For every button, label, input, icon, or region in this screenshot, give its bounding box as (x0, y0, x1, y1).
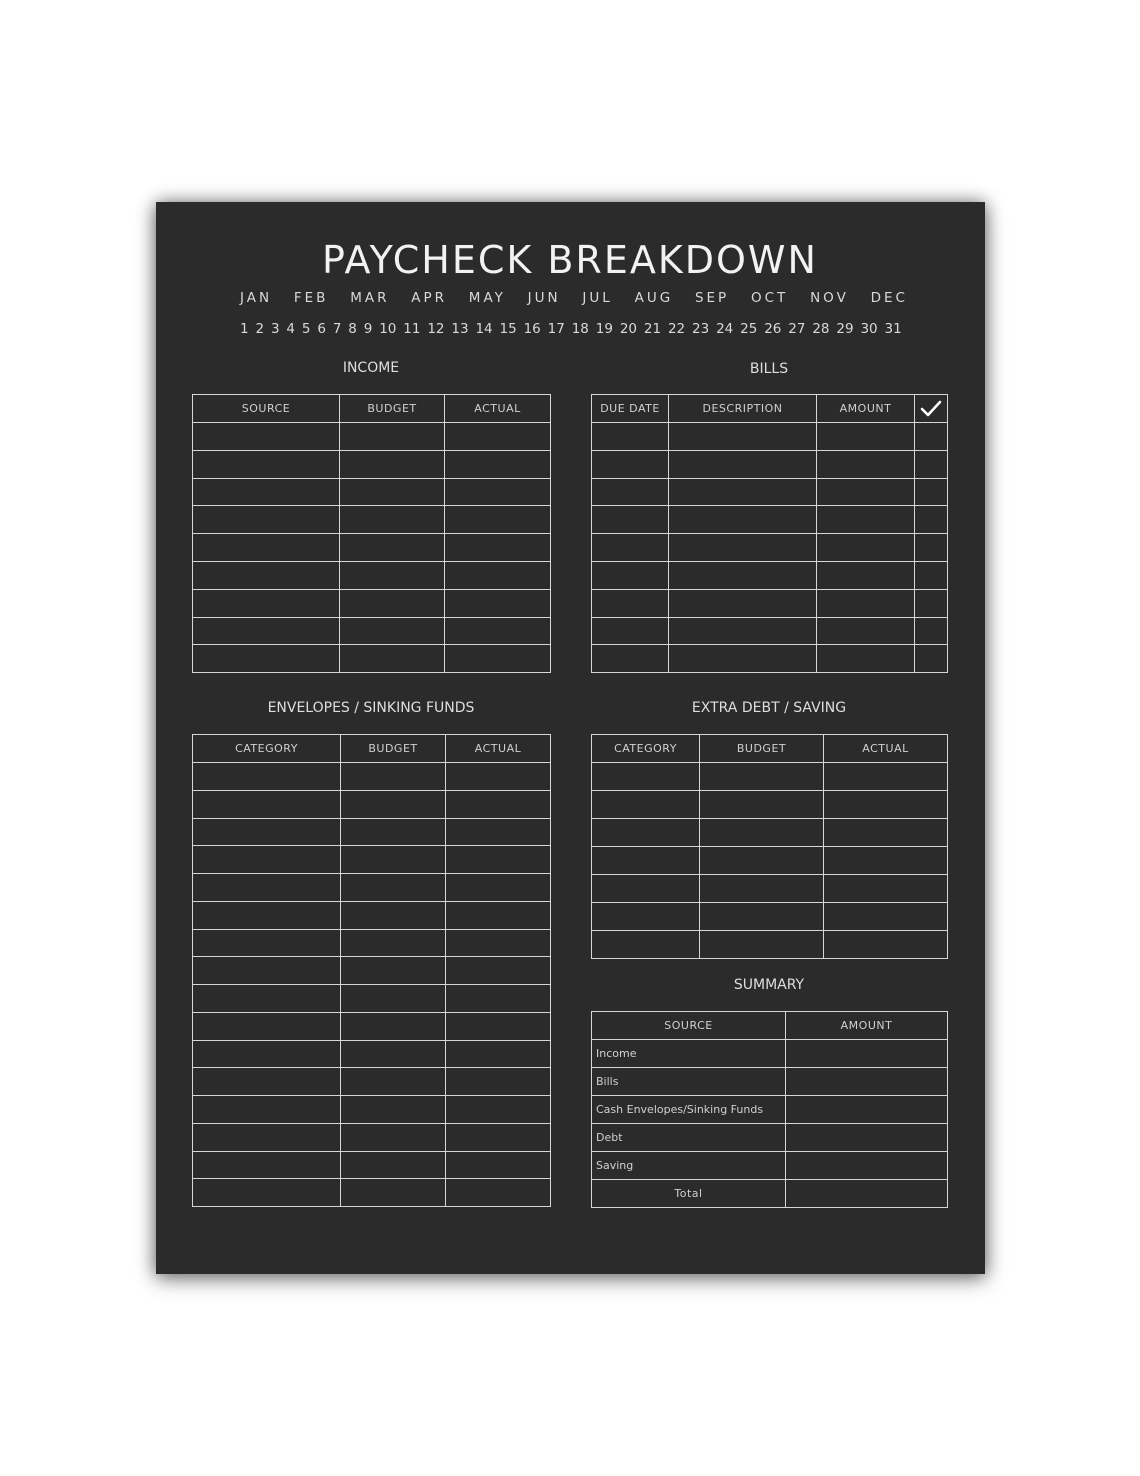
envelopes-header-actual: ACTUAL (446, 735, 551, 763)
summary-row (592, 1152, 948, 1180)
envelopes-cell[interactable] (193, 985, 341, 1013)
income-row (193, 506, 551, 534)
bills-cell[interactable] (915, 478, 948, 506)
extra-cell[interactable] (592, 847, 700, 875)
envelopes-row (193, 929, 551, 957)
day-15[interactable]: 15 (499, 321, 517, 337)
envelopes-cell[interactable] (446, 1068, 551, 1096)
bills-cell[interactable] (915, 423, 948, 451)
extra-header-actual: ACTUAL (824, 735, 948, 763)
day-26[interactable]: 26 (764, 321, 782, 337)
bills-row (592, 589, 948, 617)
bills-cell[interactable] (669, 506, 817, 534)
envelopes-cell[interactable] (341, 901, 446, 929)
extra-cell[interactable] (700, 763, 824, 791)
envelopes-row (193, 1012, 551, 1040)
envelopes-cell[interactable] (446, 1012, 551, 1040)
month-jan[interactable]: JAN (240, 290, 273, 306)
summary-amount-cell[interactable] (786, 1124, 948, 1152)
envelopes-cell[interactable] (341, 1068, 446, 1096)
envelopes-cell[interactable] (193, 818, 341, 846)
bills-row (592, 561, 948, 589)
page-title: PAYCHECK BREAKDOWN (322, 238, 818, 282)
summary-table (591, 1011, 948, 1208)
income-header-budget: BUDGET (340, 395, 445, 423)
bills-cell[interactable] (592, 589, 669, 617)
summary-label-bills: Bills (592, 1068, 786, 1096)
envelopes-row (193, 763, 551, 791)
envelopes-row (193, 1179, 551, 1207)
bills-cell[interactable] (669, 534, 817, 562)
envelopes-cell[interactable] (341, 1096, 446, 1124)
income-cell[interactable] (445, 617, 551, 645)
envelopes-cell[interactable] (446, 901, 551, 929)
day-3[interactable]: 3 (270, 321, 280, 337)
bills-cell[interactable] (915, 534, 948, 562)
month-nov[interactable]: NOV (810, 290, 849, 306)
day-16[interactable]: 16 (523, 321, 541, 337)
bills-row (592, 450, 948, 478)
day-6[interactable]: 6 (317, 321, 326, 337)
envelopes-title: ENVELOPES / SINKING FUNDS (267, 700, 475, 716)
income-cell[interactable] (193, 423, 340, 451)
month-dec[interactable]: DEC (870, 290, 908, 306)
bills-table (591, 394, 948, 673)
day-9[interactable]: 9 (363, 321, 373, 337)
income-cell[interactable] (445, 450, 551, 478)
month-oct[interactable]: OCT (750, 290, 789, 306)
income-cell[interactable] (193, 589, 340, 617)
bills-cell[interactable] (915, 561, 948, 589)
summary-row (592, 1124, 948, 1152)
extra-cell[interactable] (700, 931, 824, 959)
envelopes-table (192, 734, 551, 1207)
envelopes-cell[interactable] (446, 1123, 551, 1151)
extra-cell[interactable] (700, 875, 824, 903)
day-25[interactable]: 25 (740, 321, 758, 337)
month-jul[interactable]: JUL (582, 290, 613, 306)
extra-cell[interactable] (824, 847, 948, 875)
envelopes-cell[interactable] (446, 818, 551, 846)
bills-cell[interactable] (817, 478, 915, 506)
envelopes-header-category: CATEGORY (193, 735, 341, 763)
day-19[interactable]: 19 (595, 321, 613, 337)
bills-cell[interactable] (817, 534, 915, 562)
bills-cell[interactable] (592, 534, 669, 562)
bills-cell[interactable] (817, 506, 915, 534)
envelopes-cell[interactable] (341, 929, 446, 957)
bills-title: BILLS (749, 361, 789, 377)
bills-cell[interactable] (915, 506, 948, 534)
bills-cell[interactable] (669, 450, 817, 478)
summary-label-cash-envelopes-sinking-funds: Cash Envelopes/Sinking Funds (592, 1096, 786, 1124)
day-29[interactable]: 29 (836, 321, 854, 337)
envelopes-cell[interactable] (341, 763, 446, 791)
extra-header-category: CATEGORY (592, 735, 700, 763)
envelopes-cell[interactable] (193, 763, 341, 791)
income-row (193, 589, 551, 617)
summary-row (592, 1040, 948, 1068)
envelopes-cell[interactable] (446, 763, 551, 791)
day-30[interactable]: 30 (860, 321, 878, 337)
extra-cell[interactable] (824, 819, 948, 847)
extra-title: EXTRA DEBT / SAVING (691, 700, 847, 716)
income-cell[interactable] (445, 645, 551, 673)
day-1[interactable]: 1 (240, 321, 249, 337)
summary-label-income: Income (592, 1040, 786, 1068)
extra-cell[interactable] (824, 763, 948, 791)
bills-row (592, 617, 948, 645)
bills-cell[interactable] (817, 423, 915, 451)
day-23[interactable]: 23 (692, 321, 710, 337)
summary-total-label: Total (592, 1180, 786, 1208)
bills-cell[interactable] (915, 645, 948, 673)
envelopes-cell[interactable] (193, 874, 341, 902)
income-cell[interactable] (340, 506, 445, 534)
extra-cell[interactable] (824, 875, 948, 903)
income-title: INCOME (342, 360, 400, 376)
income-cell[interactable] (193, 450, 340, 478)
envelopes-cell[interactable] (341, 874, 446, 902)
checkmark-icon (919, 399, 943, 419)
envelopes-cell[interactable] (193, 957, 341, 985)
bills-cell[interactable] (915, 617, 948, 645)
day-11[interactable]: 11 (403, 321, 421, 337)
envelopes-cell[interactable] (446, 985, 551, 1013)
summary-amount-cell[interactable] (786, 1040, 948, 1068)
bills-cell[interactable] (592, 645, 669, 673)
envelopes-cell[interactable] (193, 901, 341, 929)
extra-row (592, 763, 948, 791)
bills-cell[interactable] (669, 478, 817, 506)
income-cell[interactable] (193, 617, 340, 645)
day-22[interactable]: 22 (667, 321, 686, 337)
bills-cell[interactable] (592, 506, 669, 534)
bills-row (592, 506, 948, 534)
envelopes-cell[interactable] (341, 957, 446, 985)
income-cell[interactable] (445, 506, 551, 534)
summary-amount-cell[interactable] (786, 1096, 948, 1124)
bills-cell[interactable] (669, 617, 817, 645)
day-5[interactable]: 5 (301, 321, 311, 337)
envelopes-row (193, 957, 551, 985)
bills-row (592, 478, 948, 506)
income-cell[interactable] (445, 423, 551, 451)
income-row (193, 534, 551, 562)
day-27[interactable]: 27 (788, 321, 806, 337)
envelopes-row (193, 1151, 551, 1179)
envelopes-row (193, 1068, 551, 1096)
bills-row (592, 645, 948, 673)
extra-row (592, 931, 948, 959)
income-cell[interactable] (193, 561, 340, 589)
envelopes-cell[interactable] (193, 790, 341, 818)
summary-total-row (592, 1180, 948, 1208)
extra-cell[interactable] (592, 791, 700, 819)
envelopes-row (193, 1040, 551, 1068)
extra-cell[interactable] (592, 903, 700, 931)
envelopes-cell[interactable] (341, 985, 446, 1013)
day-20[interactable]: 20 (619, 321, 638, 337)
envelopes-cell[interactable] (193, 1040, 341, 1068)
summary-row (592, 1096, 948, 1124)
envelopes-cell[interactable] (446, 957, 551, 985)
envelopes-cell[interactable] (446, 1096, 551, 1124)
bills-cell[interactable] (817, 589, 915, 617)
month-aug[interactable]: AUG (634, 290, 674, 306)
bills-cell[interactable] (592, 423, 669, 451)
summary-header-source: SOURCE (592, 1012, 786, 1040)
bills-cell[interactable] (817, 561, 915, 589)
day-14[interactable]: 14 (475, 321, 493, 337)
summary-total-cell[interactable] (786, 1180, 948, 1208)
envelopes-cell[interactable] (193, 1179, 341, 1207)
extra-cell[interactable] (592, 763, 700, 791)
month-sep[interactable]: SEP (694, 290, 730, 306)
income-cell[interactable] (340, 534, 445, 562)
bills-cell[interactable] (669, 645, 817, 673)
extra-cell[interactable] (700, 903, 824, 931)
envelopes-row (193, 901, 551, 929)
day-10[interactable]: 10 (379, 321, 397, 337)
envelopes-header-budget: BUDGET (341, 735, 446, 763)
envelopes-row (193, 1123, 551, 1151)
summary-label-debt: Debt (592, 1124, 786, 1152)
summary-title: SUMMARY (733, 977, 805, 993)
extra-cell[interactable] (824, 903, 948, 931)
income-header-actual: ACTUAL (445, 395, 551, 423)
bills-cell[interactable] (817, 617, 915, 645)
day-selector (240, 321, 902, 337)
extra-row (592, 819, 948, 847)
month-feb[interactable]: FEB (293, 290, 329, 306)
income-row (193, 617, 551, 645)
bills-cell[interactable] (592, 450, 669, 478)
extra-row (592, 875, 948, 903)
envelopes-cell[interactable] (193, 1068, 341, 1096)
envelopes-cell[interactable] (341, 1012, 446, 1040)
extra-row (592, 791, 948, 819)
bills-cell[interactable] (592, 478, 669, 506)
envelopes-row (193, 874, 551, 902)
income-table (192, 394, 551, 673)
extra-cell[interactable] (592, 819, 700, 847)
bills-cell[interactable] (669, 561, 817, 589)
extra-cell[interactable] (700, 819, 824, 847)
day-4[interactable]: 4 (286, 321, 295, 337)
income-cell[interactable] (193, 534, 340, 562)
bills-cell[interactable] (817, 645, 915, 673)
bills-cell[interactable] (592, 561, 669, 589)
extra-cell[interactable] (592, 931, 700, 959)
extra-cell[interactable] (824, 791, 948, 819)
extra-cell[interactable] (824, 931, 948, 959)
extra-row (592, 903, 948, 931)
envelopes-row (193, 846, 551, 874)
envelopes-row (193, 790, 551, 818)
summary-amount-cell[interactable] (786, 1068, 948, 1096)
extra-cell[interactable] (592, 875, 700, 903)
day-28[interactable]: 28 (812, 321, 830, 337)
extra-table (591, 734, 948, 959)
income-cell[interactable] (340, 589, 445, 617)
income-row (193, 561, 551, 589)
envelopes-cell[interactable] (341, 1151, 446, 1179)
extra-header-budget: BUDGET (700, 735, 824, 763)
envelopes-row (193, 818, 551, 846)
income-header-source: SOURCE (193, 395, 340, 423)
envelopes-cell[interactable] (193, 1151, 341, 1179)
envelopes-cell[interactable] (341, 846, 446, 874)
envelopes-cell[interactable] (446, 1040, 551, 1068)
income-row (193, 478, 551, 506)
month-selector (240, 290, 908, 306)
income-row (193, 423, 551, 451)
envelopes-row (193, 985, 551, 1013)
envelopes-cell[interactable] (193, 929, 341, 957)
bills-header-description: DESCRIPTION (669, 395, 817, 423)
day-31[interactable]: 31 (884, 321, 902, 337)
income-cell[interactable] (193, 506, 340, 534)
income-cell[interactable] (445, 589, 551, 617)
month-apr[interactable]: APR (411, 290, 448, 306)
bills-row (592, 534, 948, 562)
envelopes-cell[interactable] (193, 1123, 341, 1151)
month-jun[interactable]: JUN (527, 290, 561, 306)
income-cell[interactable] (340, 617, 445, 645)
envelopes-cell[interactable] (446, 874, 551, 902)
income-cell[interactable] (445, 534, 551, 562)
envelopes-row (193, 1096, 551, 1124)
extra-cell[interactable] (700, 847, 824, 875)
bills-cell[interactable] (669, 589, 817, 617)
day-17[interactable]: 17 (547, 321, 565, 337)
day-13[interactable]: 13 (451, 321, 469, 337)
envelopes-cell[interactable] (341, 818, 446, 846)
bills-header-due-date: DUE DATE (592, 395, 669, 423)
envelopes-cell[interactable] (446, 846, 551, 874)
income-row (193, 645, 551, 673)
summary-header-amount: AMOUNT (786, 1012, 948, 1040)
envelopes-cell[interactable] (341, 1179, 446, 1207)
envelopes-cell[interactable] (341, 790, 446, 818)
income-cell[interactable] (340, 423, 445, 451)
income-cell[interactable] (340, 645, 445, 673)
income-cell[interactable] (193, 478, 340, 506)
day-12[interactable]: 12 (427, 321, 445, 337)
envelopes-cell[interactable] (446, 790, 551, 818)
income-cell[interactable] (193, 645, 340, 673)
envelopes-cell[interactable] (193, 1012, 341, 1040)
envelopes-cell[interactable] (446, 929, 551, 957)
envelopes-cell[interactable] (446, 1179, 551, 1207)
bills-header-paid (915, 395, 948, 423)
envelopes-cell[interactable] (193, 1096, 341, 1124)
bills-cell[interactable] (915, 589, 948, 617)
day-21[interactable]: 21 (643, 321, 662, 337)
income-cell[interactable] (340, 561, 445, 589)
day-7[interactable]: 7 (332, 321, 342, 337)
income-cell[interactable] (340, 478, 445, 506)
bills-cell[interactable] (915, 450, 948, 478)
envelopes-cell[interactable] (193, 846, 341, 874)
income-row (193, 450, 551, 478)
day-2[interactable]: 2 (255, 321, 265, 337)
month-may[interactable]: MAY (468, 290, 506, 306)
day-18[interactable]: 18 (571, 321, 589, 337)
income-cell[interactable] (445, 561, 551, 589)
extra-row (592, 847, 948, 875)
envelopes-cell[interactable] (341, 1040, 446, 1068)
summary-amount-cell[interactable] (786, 1152, 948, 1180)
bills-cell[interactable] (592, 617, 669, 645)
income-cell[interactable] (340, 450, 445, 478)
summary-label-saving: Saving (592, 1152, 786, 1180)
envelopes-cell[interactable] (446, 1151, 551, 1179)
summary-row (592, 1068, 948, 1096)
bills-cell[interactable] (817, 450, 915, 478)
day-8[interactable]: 8 (348, 321, 357, 337)
bills-header-amount: AMOUNT (817, 395, 915, 423)
bills-row (592, 423, 948, 451)
envelopes-cell[interactable] (341, 1123, 446, 1151)
bills-cell[interactable] (669, 423, 817, 451)
month-mar[interactable]: MAR (350, 290, 390, 306)
extra-cell[interactable] (700, 791, 824, 819)
income-cell[interactable] (445, 478, 551, 506)
day-24[interactable]: 24 (716, 321, 734, 337)
